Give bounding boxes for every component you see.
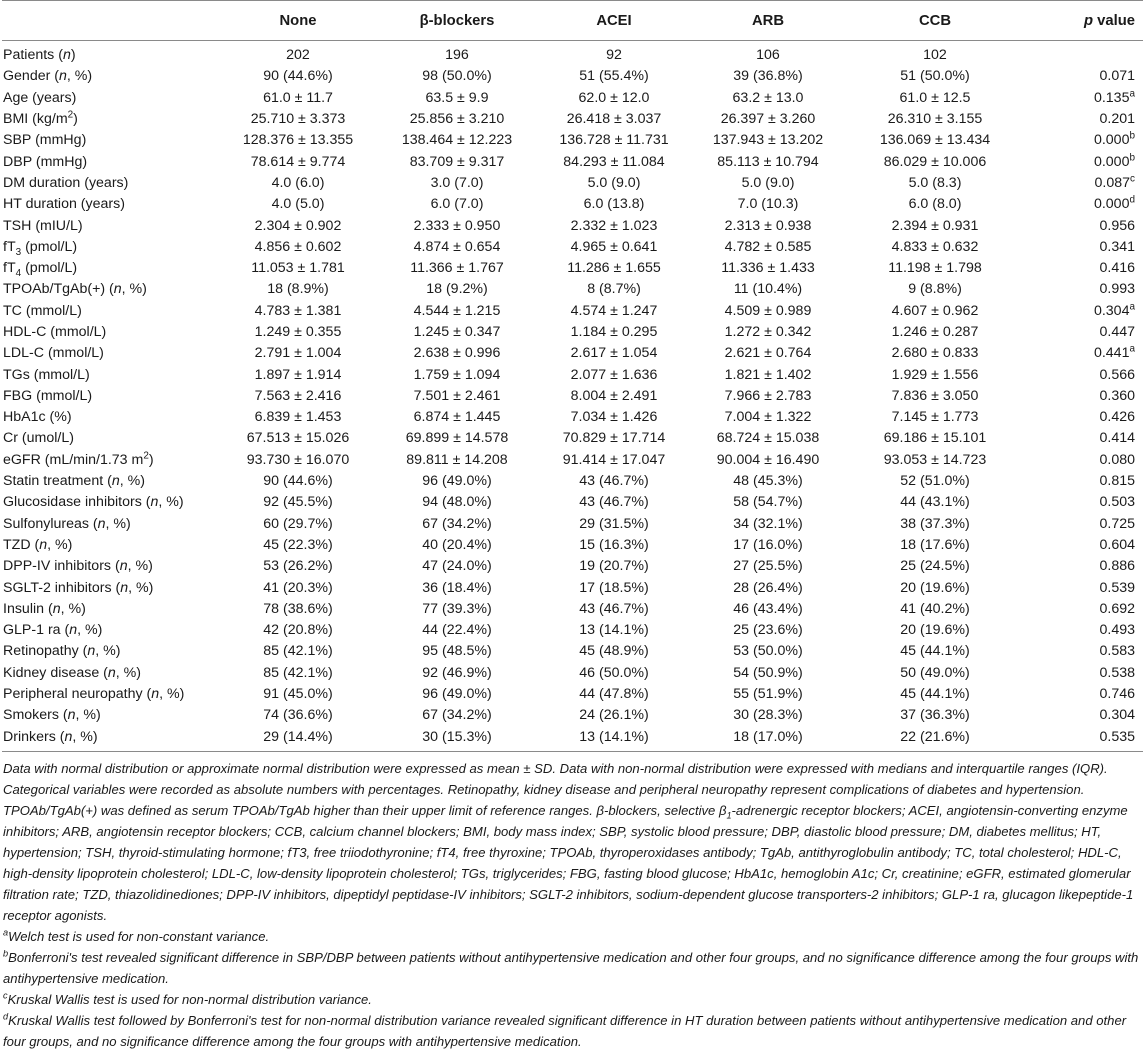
cell-ccb: 6.0 (8.0)	[908, 196, 962, 213]
cell-acei: 13 (14.1%)	[535, 727, 693, 752]
cell-beta-blockers: 83.709 ± 9.317	[409, 153, 505, 170]
cell-ccb: 5.0 (8.3)	[908, 174, 962, 191]
row-label: Retinopathy (n, %)	[3, 643, 121, 660]
cell-arb: 68.724 ± 15.038	[716, 430, 820, 447]
header-cell-none: None	[217, 1, 379, 41]
row-label: Kidney disease (n, %)	[3, 664, 142, 681]
cell-p-value: 0.087$^c$	[1094, 173, 1135, 191]
cell-p-value: 0.538	[1099, 664, 1135, 681]
table-row	[2, 109, 1143, 130]
cell-acei: 43 (46.7%)	[579, 494, 649, 511]
cell-p-value: 0.201	[1099, 111, 1135, 128]
table-header-row	[2, 1, 1143, 41]
row-label: Smokers (n, %)	[3, 707, 101, 724]
table-row	[2, 407, 1143, 428]
cell-arb: 85.113 ± 10.794	[717, 153, 819, 170]
cell-arb: 39 (36.8%)	[733, 68, 803, 85]
cell-arb: 7.004 ± 1.322	[724, 409, 812, 426]
cell-beta-blockers: 2.333 ± 0.950	[413, 217, 501, 234]
cell-ccb: 9 (8.8%)	[908, 281, 962, 298]
cell-acei: 2.332 ± 1.023	[570, 217, 658, 234]
cell-none: 128.376 ± 13.355	[242, 132, 354, 149]
cell-acei: 84.293 ± 11.084	[563, 153, 665, 170]
cell-none: 1.897 ± 1.914	[254, 366, 342, 383]
cell-acei: 92	[606, 47, 622, 64]
cell-ccb: 4.607 ± 0.962	[891, 302, 979, 319]
table-row	[2, 471, 1143, 492]
cell-arb: 46 (43.4%)	[733, 600, 803, 617]
cell-none: 85 (42.1%)	[263, 643, 333, 660]
cell-beta-blockers: 11.366 ± 1.767	[410, 260, 504, 277]
cell-p-value: 0.304$^a$	[1093, 300, 1135, 319]
cell-beta-blockers: 30 (15.3%)	[379, 727, 535, 752]
cell-acei: 43 (46.7%)	[579, 473, 649, 490]
cell-acei: 4.574 ± 1.247	[570, 302, 658, 319]
row-label: $fT_3$ (pmol/L)	[3, 238, 78, 258]
cell-none: 61.0 ± 11.7	[263, 89, 333, 106]
cell-beta-blockers: 96 (49.0%)	[422, 473, 492, 490]
cell-p-value: 0.746	[1099, 686, 1135, 703]
cell-ccb: 38 (37.3%)	[900, 515, 970, 532]
cell-beta-blockers: 94 (48.0%)	[422, 494, 492, 511]
table-row	[2, 428, 1143, 449]
row-label: Statin treatment (n, %)	[3, 473, 145, 490]
cell-p-value: 0.441$^a$	[1093, 343, 1135, 362]
cell-acei: 7.034 ± 1.426	[570, 409, 658, 426]
cell-ccb: 7.836 ± 3.050	[891, 387, 979, 404]
cell-ccb: 7.145 ± 1.773	[891, 409, 979, 426]
table-row	[2, 450, 1143, 471]
cell-none: 42 (20.8%)	[263, 622, 333, 639]
cell-acei: 8 (8.7%)	[587, 281, 641, 298]
cell-ccb: 52 (51.0%)	[900, 473, 970, 490]
row-label: TGs (mmol/L)	[3, 366, 90, 383]
cell-acei: 24 (26.1%)	[579, 707, 649, 724]
cell-ccb: 2.680 ± 0.833	[891, 345, 979, 362]
cell-none: 91 (45.0%)	[263, 686, 333, 703]
footnote-a: $^a$Welch test is used for non-constant variance.	[3, 927, 270, 944]
cell-none: 2.304 ± 0.902	[254, 217, 342, 234]
row-label: Sulfonylureas (n, %)	[3, 515, 131, 532]
row-label: FBG (mmol/L)	[3, 387, 93, 404]
cell-arb: 1.272 ± 0.342	[724, 324, 812, 340]
cell-acei: 19 (20.7%)	[579, 558, 649, 575]
cell-ccb: 45 (44.1%)	[900, 686, 970, 703]
cell-beta-blockers: 4.544 ± 1.215	[413, 302, 501, 319]
cell-arb: 7.0 (10.3)	[737, 196, 799, 213]
cell-none: 29 (14.4%)	[217, 727, 379, 752]
cell-acei: 43 (46.7%)	[579, 600, 649, 617]
cell-ccb: 25 (24.5%)	[900, 558, 970, 575]
cell-beta-blockers: 47 (24.0%)	[422, 558, 492, 575]
cell-none: 6.839 ± 1.453	[254, 409, 342, 426]
cell-ccb: 11.198 ± 1.798	[888, 260, 982, 277]
footnote-b: $^b$Bonferroni's test revealed significant difference in SBP/DBP between patients without antihypertensive medication and other four groups, and no significance difference among the four groups with antihypertensive medication.	[3, 948, 1139, 986]
cell-arb: 4.782 ± 0.585	[724, 238, 812, 255]
cell-arb: 11.336 ± 1.433	[721, 260, 815, 277]
cell-none: 74 (36.6%)	[263, 707, 333, 724]
row-label: LDL-C (mmol/L)	[3, 345, 104, 362]
table-body	[2, 41, 1143, 752]
header-cell-variable	[2, 1, 217, 41]
cell-arb: 48 (45.3%)	[733, 473, 803, 490]
cell-acei: 4.965 ± 0.641	[570, 238, 658, 255]
cell-beta-blockers: 77 (39.3%)	[422, 600, 492, 617]
cell-arb: 58 (54.7%)	[733, 494, 803, 511]
row-label: GLP-1 ra (n, %)	[3, 622, 103, 639]
cell-p-value: 0.886	[1099, 558, 1135, 575]
table-row	[2, 41, 1143, 67]
cell-arb: 106	[756, 47, 780, 64]
cell-arb: 90.004 ± 16.490	[716, 451, 820, 468]
cell-p-value: 0.000$^d$	[1093, 194, 1135, 213]
cell-ccb: 50 (49.0%)	[900, 664, 970, 681]
cell-acei: 6.0 (13.8)	[583, 196, 645, 213]
table-row	[2, 556, 1143, 577]
cell-arb: 4.509 ± 0.989	[724, 302, 812, 319]
table-row	[2, 577, 1143, 598]
cell-acei: 91.414 ± 17.047	[562, 451, 666, 468]
cell-arb: 25 (23.6%)	[733, 622, 803, 639]
cell-ccb: 136.069 ± 13.434	[879, 132, 991, 149]
cell-ccb: 45 (44.1%)	[900, 643, 970, 660]
row-label: HT duration (years)	[3, 196, 125, 213]
row-label: TC (mmol/L)	[3, 302, 82, 319]
cell-ccb: 37 (36.3%)	[900, 707, 970, 724]
header-cell-ccb: CCB	[843, 1, 1027, 41]
cell-arb: 5.0 (9.0)	[741, 174, 795, 191]
cell-p-value: 0.135$^a$	[1093, 88, 1135, 106]
cell-p-value: 0.416	[1099, 260, 1135, 277]
table-row	[2, 151, 1143, 172]
row-label: Cr (umol/L)	[3, 430, 74, 447]
cell-arb: 1.821 ± 1.402	[724, 366, 812, 383]
cell-p-value: 0.341	[1099, 238, 1135, 255]
cell-acei: 13 (14.1%)	[579, 622, 649, 639]
cell-none: 78 (38.6%)	[263, 600, 333, 617]
cell-arb: 137.943 ± 13.202	[712, 132, 824, 149]
row-label: SGLT-2 inhibitors (n, %)	[3, 579, 154, 596]
cell-acei: 136.728 ± 11.731	[559, 132, 669, 149]
row-label: Insulin (n, %)	[3, 600, 86, 617]
footnote-c: $^c$Kruskal Wallis test is used for non-normal distribution variance.	[3, 990, 372, 1007]
table-row	[2, 684, 1143, 705]
header-cell-beta-blockers: β-blockers	[379, 1, 535, 41]
table-row	[2, 279, 1143, 300]
row-label: Peripheral neuropathy (n, %)	[3, 686, 185, 703]
cell-beta-blockers: 6.874 ± 1.445	[413, 409, 501, 426]
cell-arb: 30 (28.3%)	[733, 707, 803, 724]
cell-none: 85 (42.1%)	[263, 664, 333, 681]
cell-acei: 62.0 ± 12.0	[578, 89, 650, 106]
table-row	[2, 301, 1143, 322]
cell-acei: 29 (31.5%)	[579, 515, 649, 532]
cell-none: 90 (44.6%)	[263, 68, 333, 85]
cell-beta-blockers: 18 (9.2%)	[426, 281, 488, 298]
row-label: Glucosidase inhibitors (n, %)	[3, 494, 184, 511]
row-label: DPP-IV inhibitors (n, %)	[3, 558, 153, 575]
cell-ccb: 4.833 ± 0.632	[891, 238, 979, 255]
cell-ccb: 86.029 ± 10.006	[883, 153, 987, 170]
cell-arb: 54 (50.9%)	[733, 664, 803, 681]
row-label: DM duration (years)	[3, 174, 129, 191]
cell-beta-blockers: 44 (22.4%)	[422, 622, 492, 639]
row-label: $fT_4$ (pmol/L)	[3, 260, 78, 279]
cell-p-value: 0.447	[1099, 324, 1135, 340]
cell-ccb: 51 (50.0%)	[900, 68, 970, 85]
cell-beta-blockers: 40 (20.4%)	[422, 536, 492, 553]
cell-p-value: 0.539	[1099, 579, 1135, 596]
header-cell-acei: ACEI	[535, 1, 693, 41]
table-row	[2, 343, 1143, 364]
table-row	[2, 641, 1143, 662]
cell-acei: 11.286 ± 1.655	[567, 260, 661, 277]
cell-none: 18 (8.9%)	[267, 281, 329, 298]
cell-p-value: 0.304	[1099, 707, 1135, 724]
cell-arb: 55 (51.9%)	[733, 686, 803, 703]
cell-none: 78.614 ± 9.774	[250, 153, 346, 170]
cell-beta-blockers: 92 (46.9%)	[422, 664, 492, 681]
cell-p-value: 0.725	[1099, 515, 1135, 532]
cell-acei: 44 (47.8%)	[579, 686, 649, 703]
cell-ccb: 1.929 ± 1.556	[891, 366, 979, 383]
cell-beta-blockers: 98 (50.0%)	[422, 68, 492, 85]
header-cell-arb: ARB	[693, 1, 843, 41]
cell-p-value: 0.493	[1099, 622, 1135, 639]
cell-none: 53 (26.2%)	[263, 558, 333, 575]
table-row	[2, 130, 1143, 151]
cell-beta-blockers: 96 (49.0%)	[422, 686, 492, 703]
cell-ccb: 61.0 ± 12.5	[899, 89, 971, 106]
cell-p-value: 0.993	[1099, 281, 1135, 298]
cell-ccb: 18 (17.6%)	[900, 536, 970, 553]
table-row	[2, 237, 1143, 258]
table-row	[2, 258, 1143, 279]
cell-p-value: 0.426	[1099, 409, 1135, 426]
cell-beta-blockers: 3.0 (7.0)	[430, 174, 484, 191]
cell-none: 11.053 ± 1.781	[251, 260, 345, 277]
table-row	[2, 599, 1143, 620]
cell-ccb: 20 (19.6%)	[900, 622, 970, 639]
cell-beta-blockers: 25.856 ± 3.210	[409, 111, 505, 128]
cell-acei: 1.184 ± 0.295	[570, 324, 658, 340]
table-row	[2, 66, 1143, 87]
cell-arb: 26.397 ± 3.260	[720, 111, 816, 128]
cell-none: 45 (22.3%)	[263, 536, 333, 553]
footnote-d: $^d$Kruskal Wallis test followed by Bonferroni's test for non-normal distribution variance revealed significant difference in HT duration between patients without antihypertensive medication and other four groups, and no significance difference among the four groups with antihypertensive medication.	[3, 1011, 1127, 1049]
cell-p-value: 0.566	[1099, 366, 1135, 383]
cell-acei: 5.0 (9.0)	[587, 174, 641, 191]
row-label: BMI $(kg/m^2)$	[3, 109, 78, 128]
cell-beta-blockers: 69.899 ± 14.578	[405, 430, 509, 447]
cell-beta-blockers: 67 (34.2%)	[422, 515, 492, 532]
cell-ccb: 22 (21.6%)	[843, 727, 1027, 752]
cell-ccb: 93.053 ± 14.723	[883, 451, 987, 468]
cell-none: 92 (45.5%)	[263, 494, 333, 511]
row-label: HDL-C (mmol/L)	[3, 324, 107, 340]
table-row	[2, 535, 1143, 556]
cell-beta-blockers: 1.245 ± 0.347	[413, 324, 501, 340]
cell-p-value: 0.071	[1099, 68, 1135, 85]
cell-acei: 15 (16.3%)	[579, 536, 649, 553]
cell-p-value: 0.604	[1099, 536, 1135, 553]
cell-none: 1.249 ± 0.355	[254, 324, 342, 340]
cell-ccb: 102	[923, 47, 947, 64]
cell-beta-blockers: 89.811 ± 14.208	[406, 451, 508, 468]
cell-none: 4.0 (6.0)	[271, 174, 325, 191]
baseline-characteristics-table	[2, 0, 1143, 752]
row-label: HbA1c (%)	[3, 409, 72, 426]
cell-beta-blockers: 2.638 ± 0.996	[413, 345, 501, 362]
cell-beta-blockers: 95 (48.5%)	[422, 643, 492, 660]
cell-arb: 34 (32.1%)	[733, 515, 803, 532]
cell-p-value: 0.360	[1099, 387, 1135, 404]
cell-p-value	[1027, 41, 1143, 67]
cell-none: 202	[286, 47, 310, 64]
cell-arb: 28 (26.4%)	[733, 579, 803, 596]
cell-p-value: 0.503	[1099, 494, 1135, 511]
row-label: TZD (n, %)	[3, 536, 73, 553]
cell-none: 60 (29.7%)	[263, 515, 333, 532]
cell-p-value: 0.956	[1099, 217, 1135, 234]
table-row	[2, 514, 1143, 535]
row-label: Patients (n)	[3, 47, 76, 64]
cell-acei: 8.004 ± 2.491	[570, 387, 658, 404]
cell-p-value: 0.815	[1099, 473, 1135, 490]
cell-none: 4.0 (5.0)	[271, 196, 325, 213]
cell-beta-blockers: 36 (18.4%)	[422, 579, 492, 596]
row-label: DBP (mmHg)	[3, 153, 88, 170]
cell-beta-blockers: 67 (34.2%)	[422, 707, 492, 724]
table-row	[2, 386, 1143, 407]
cell-beta-blockers: 4.874 ± 0.654	[413, 238, 501, 255]
table-row	[2, 727, 1143, 752]
cell-arb: 18 (17.0%)	[693, 727, 843, 752]
cell-ccb: 20 (19.6%)	[900, 579, 970, 596]
cell-none: 2.791 ± 1.004	[254, 345, 342, 362]
row-label: SBP (mmHg)	[3, 132, 87, 149]
cell-acei: 70.829 ± 17.714	[562, 430, 666, 447]
cell-arb: 2.621 ± 0.764	[724, 345, 812, 362]
cell-arb: 17 (16.0%)	[733, 536, 803, 553]
table-row	[2, 492, 1143, 513]
table-row	[2, 173, 1143, 194]
cell-beta-blockers: 1.759 ± 1.094	[413, 366, 501, 383]
cell-beta-blockers: 6.0 (7.0)	[430, 196, 484, 213]
table-footnotes	[3, 758, 1141, 1052]
cell-beta-blockers: 196	[445, 47, 469, 64]
row-label: TSH (mIU/L)	[3, 217, 83, 234]
cell-arb: 11 (10.4%)	[733, 281, 803, 298]
cell-ccb: 2.394 ± 0.931	[891, 217, 979, 234]
cell-p-value: 0.692	[1099, 600, 1135, 617]
cell-ccb: 1.246 ± 0.287	[891, 324, 979, 340]
header-cell-p-value: p value	[1027, 1, 1143, 41]
row-label: Age (years)	[3, 89, 77, 106]
cell-acei: 46 (50.0%)	[579, 664, 649, 681]
cell-p-value: 0.000$^b$	[1093, 130, 1135, 149]
table-row	[2, 88, 1143, 109]
cell-none: 90 (44.6%)	[263, 473, 333, 490]
cell-none: 41 (20.3%)	[263, 579, 333, 596]
cell-acei: 26.418 ± 3.037	[566, 111, 662, 128]
cell-p-value: 0.080	[1099, 451, 1135, 468]
row-label: Gender (n, %)	[3, 68, 93, 85]
table-row	[2, 620, 1143, 641]
cell-none: 4.856 ± 0.602	[254, 238, 342, 255]
row-label: Drinkers (n, %)	[2, 727, 217, 752]
cell-p-value: 0.535	[1027, 727, 1143, 752]
table-row	[2, 663, 1143, 684]
cell-none: 67.513 ± 15.026	[246, 430, 350, 447]
table-row	[2, 364, 1143, 385]
cell-ccb: 44 (43.1%)	[900, 494, 970, 511]
cell-none: 7.563 ± 2.416	[254, 387, 342, 404]
row-label: eGFR (mL/min/1.73 $m^2$)	[3, 450, 154, 468]
table-row	[2, 322, 1143, 343]
table-row	[2, 194, 1143, 215]
table-row	[2, 705, 1143, 726]
cell-arb: 7.966 ± 2.783	[724, 387, 812, 404]
cell-arb: 27 (25.5%)	[733, 558, 803, 575]
cell-p-value: 0.583	[1099, 643, 1135, 660]
cell-acei: 2.077 ± 1.636	[570, 366, 658, 383]
cell-none: 25.710 ± 3.373	[250, 111, 346, 128]
cell-none: 93.730 ± 16.070	[246, 451, 350, 468]
cell-arb: 2.313 ± 0.938	[724, 217, 812, 234]
cell-p-value: 0.414	[1099, 430, 1135, 447]
cell-ccb: 69.186 ± 15.101	[883, 430, 987, 447]
cell-ccb: 41 (40.2%)	[900, 600, 970, 617]
table-row	[2, 215, 1143, 236]
cell-arb: 63.2 ± 13.0	[732, 89, 804, 106]
footnote-main: Data with normal distribution or approximate normal distribution were expressed as mean ± SD. Data with non-normal distribution were expressed with medians and interquartile ranges (IQR). Categorical variables were recorded as absolute numbers with percentages. Retinopathy, kidney disease and peripheral neuropathy represent complications of diabetes and hypertension. TPOAb/TgAb(+) was defined as serum TPOAb/TgAb higher than their upper limit of reference ranges. β-blockers, selective $\beta_1$-adrenergic receptor blockers; ACEI, angiotensin-converting enzyme inhibitors; ARB, angiotensin receptor blockers; CCB, calcium channel blockers; BMI, body mass index; SBP, systolic blood pressure; DBP, diastolic blood pressure; DM, diabetes mellitus; HT, hypertension; TSH, thyroid-stimulating hormone; fT3, free triiodothyronine; fT4, free thyroxine; TPOAb, thyroperoxidases antibody; TgAb, antithyroglobulin antibody; TC, total cholesterol; HDL-C, high-density lipoprotein cholesterol; LDL-C, low-density lipoprotein cholesterol; TGs, triglycerides; FBG, fasting blood glucose; HbA1c, hemoglobin A1c; Cr, creatinine; eGFR, estimated glomerular filtration rate; TZD, thiazolidinediones; DPP-IV inhibitors, dipeptidyl peptidase-IV inhibitors; SGLT-2 inhibitors, sodium-dependent glucose transporters-2 inhibitors; GLP-1 ra, glucagon likepeptide-1 receptor agonists.	[3, 760, 1134, 923]
cell-arb: 53 (50.0%)	[733, 643, 803, 660]
cell-ccb: 26.310 ± 3.155	[887, 111, 983, 128]
cell-beta-blockers: 7.501 ± 2.461	[413, 387, 501, 404]
cell-acei: 45 (48.9%)	[579, 643, 649, 660]
row-label: TPOAb/TgAb(+) (n, %)	[3, 281, 147, 298]
cell-beta-blockers: 138.464 ± 12.223	[401, 132, 513, 149]
cell-p-value: 0.000$^b$	[1093, 151, 1135, 170]
cell-acei: 2.617 ± 1.054	[570, 345, 658, 362]
cell-acei: 17 (18.5%)	[579, 579, 649, 596]
cell-none: 4.783 ± 1.381	[254, 302, 342, 319]
cell-acei: 51 (55.4%)	[579, 68, 649, 85]
cell-beta-blockers: 63.5 ± 9.9	[425, 89, 489, 106]
